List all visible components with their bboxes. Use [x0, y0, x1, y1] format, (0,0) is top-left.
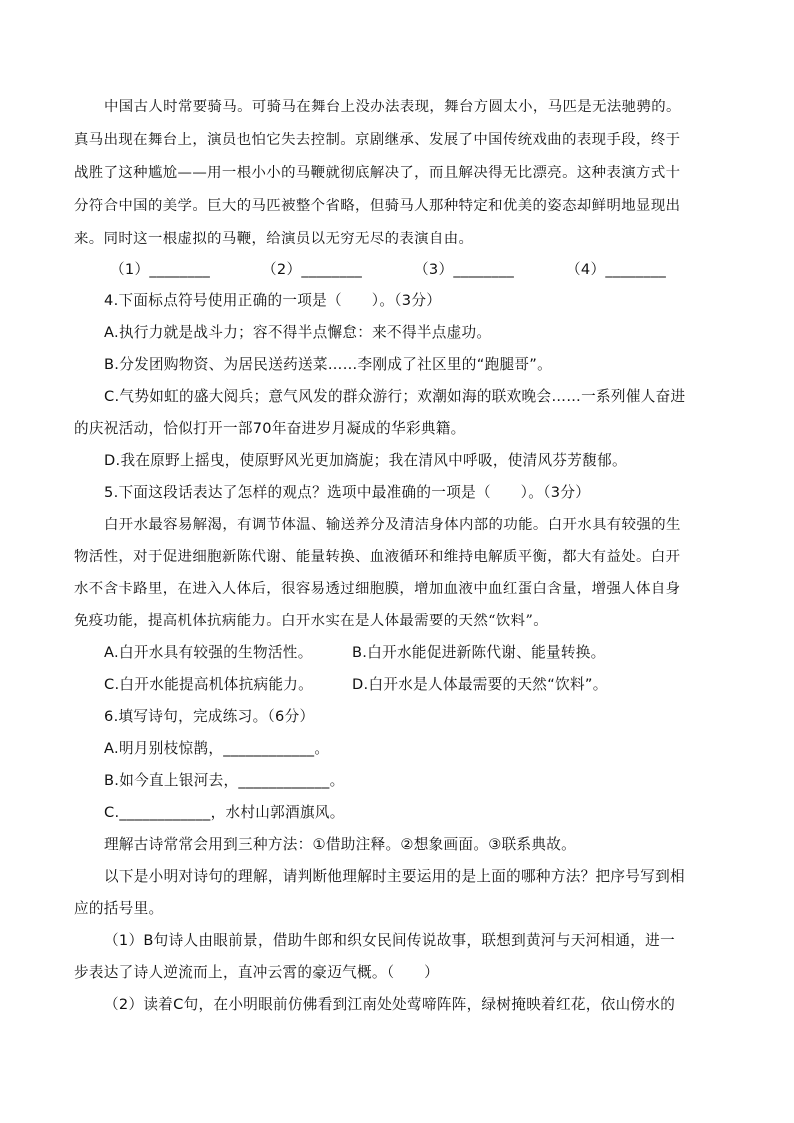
- q5-option-a: A.白开水具有较强的生物活性。: [104, 644, 313, 661]
- q5-option-d: D.白开水是人体最需要的天然“饮料”。: [352, 676, 608, 693]
- passage1-line-4: 分符合中国的美学。巨大的马匹被整个省略，但骑马人那种特定和优美的姿态却鲜明地显现出: [74, 198, 681, 214]
- q6-sub1-line-1: （1）B句诗人由眼前景，借助牛郎和织女民间传说故事，联想到黄河与天河相通，进一: [104, 932, 675, 949]
- passage1-line-1: 中国古人时常要骑马。可骑马在舞台上没办法表现，舞台方圆太小，马匹是无法驰骋的。: [104, 99, 681, 115]
- q6-sub1-line-2: 步表达了诗人逆流而上，直冲云霄的豪迈气概。（ ）: [74, 964, 440, 981]
- blank-1[interactable]: （1）________: [110, 261, 211, 278]
- q5-passage-line-2: 物活性，对于促进细胞新陈代谢、能量转换、血液循环和维持电解质平衡，都大有益处。白开: [74, 549, 681, 565]
- answer-blanks-row: [0, 263, 794, 283]
- passage1-line-2: 真马出现在舞台上，演员也怕它失去控制。京剧继承、发展了中国传统戏曲的表现手段，终于: [74, 132, 681, 148]
- q5-passage-line-1: 白开水最容易解渴，有调节体温、输送养分及清洁身体内部的功能。白开水具有较强的生: [104, 517, 681, 533]
- q4-stem: 4.下面标点符号使用正确的一项是（ ）。（3分）: [104, 292, 442, 309]
- q4-option-c-line-1: C.气势如虹的盛大阅兵；意气风发的群众游行；欢潮如海的联欢晚会……一系列催人奋进: [104, 388, 686, 405]
- q6-sub2-line-1: （2）读着C句，在小明眼前仿佛看到江南处处莺啼阵阵，绿树掩映着红花，依山傍水的: [104, 996, 676, 1013]
- q5-passage-line-4: 免疫功能，提高机体抗病能力。白开水实在是人体最需要的天然“饮料”。: [74, 613, 549, 629]
- blank-3[interactable]: （3）________: [414, 261, 515, 278]
- blank-4[interactable]: （4）________: [566, 261, 667, 278]
- q6-methods: 理解古诗常常会用到三种方法：①借助注释。②想象画面。③联系典故。: [104, 836, 577, 853]
- q6-item-b: B.如今直上银河去，____________。: [104, 772, 345, 789]
- q4-option-d: D.我在原野上摇曳，使原野风光更加旖旎；我在清风中呼吸，使清风芬芳馥郁。: [104, 452, 627, 469]
- q5-option-b: B.白开水能促进新陈代谢、能量转换。: [352, 644, 606, 661]
- q5-option-c: C.白开水能提高机体抗病能力。: [104, 676, 314, 693]
- q6-item-a: A.明月别枝惊鹊，____________。: [104, 740, 330, 757]
- q6-prompt-line-1: 以下是小明对诗句的理解，请判断他理解时主要运用的是上面的哪种方法？把序号写到相: [104, 868, 685, 885]
- q4-option-b: B.分发团购物资、为居民送药送菜……李刚成了社区里的“跑腿哥”。: [104, 356, 552, 373]
- passage1-line-5: 来。同时这一根虚拟的马鞭，给演员以无穷无尽的表演自由。: [74, 231, 474, 247]
- q5-stem: 5.下面这段话表达了怎样的观点？选项中最准确的一项是（ ）。（3分）: [104, 484, 591, 501]
- q6-item-c: C.____________，水村山郭酒旗风。: [104, 804, 345, 821]
- q5-passage-line-3: 水不含卡路里，在进入人体后，很容易透过细胞膜，增加血液中血红蛋白含量，增强人体自身: [74, 581, 681, 597]
- q6-stem: 6.填写诗句，完成练习。（6分）: [104, 708, 315, 725]
- blank-2[interactable]: （2）________: [262, 261, 363, 278]
- passage1-line-3: 战胜了这种尴尬——用一根小小的马鞭就彻底解决了，而且解决得无比漂亮。这种表演方式十: [74, 165, 681, 181]
- q4-option-c-line-2: 的庆祝活动，恰似打开一部70年奋进岁月凝成的华彩典籍。: [74, 420, 466, 437]
- q6-prompt-line-2: 应的括号里。: [74, 900, 164, 917]
- q4-option-a: A.执行力就是战斗力；容不得半点懈怠：来不得半点虚功。: [104, 324, 492, 341]
